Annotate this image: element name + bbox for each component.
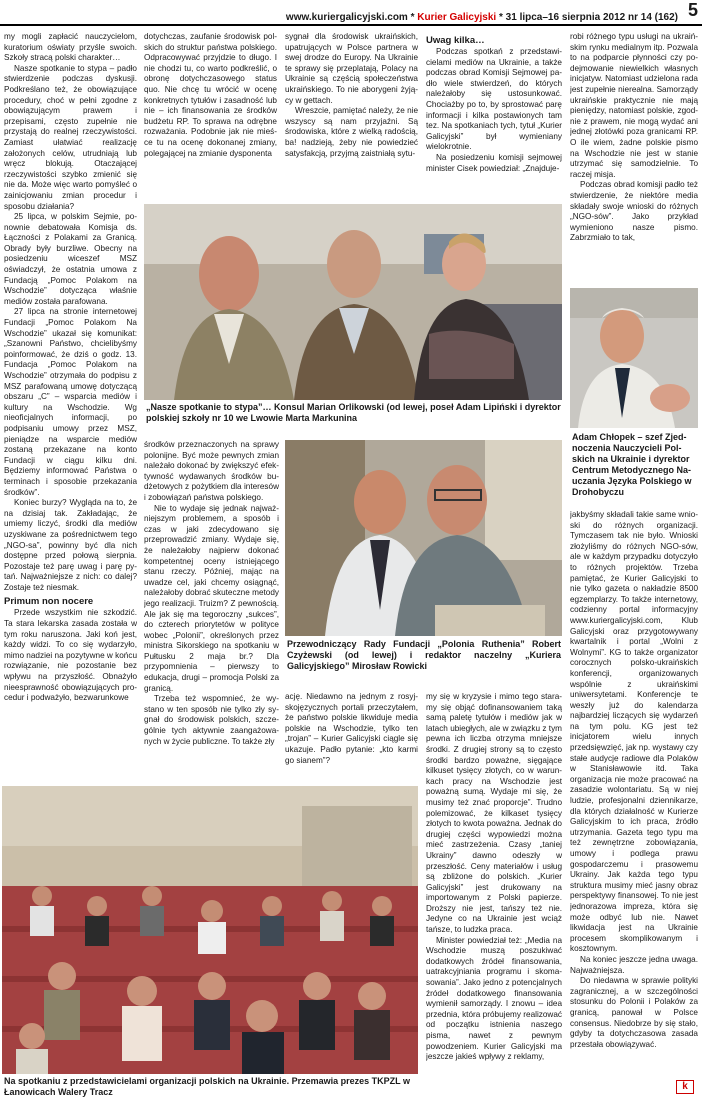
photo-image (570, 288, 698, 428)
column-5-bottom (570, 510, 698, 1070)
paragraph: Koniec burzy? Wygląda na to, że na dzisiaj tak. Zakładając, że umiemy liczyć, środki dla mediów uzyskiwane za pośrednictwem tego „NGO-sa”, powinny być dla nich dostępne przed połową sierpnia. Pozostaje też parę uwag i parę pytań. Najważniejsze z nich: co dalej? Zostaje też niesmak. (4, 498, 137, 592)
paper-name: Kurier Galicyjski (417, 12, 497, 23)
photo-meeting-speakers (144, 204, 562, 400)
paragraph: środków przeznaczonych na sprawy polonijne. Być może pewnych zmian należało dokonać by zwiększyć efektywność wydawanych środków budżetowych z pożytkiem dla interesów i zobowiązań państwa polskiego. (144, 440, 279, 502)
paragraph: Do niedawna w sprawie polityki zagranicznej, a w szczególności stosunku do Polonii i Polaków za granicą, panował w Polsce consensus. Niedobrze by się stało, gdyby ta dotychczasowa zasada przestała obowiązywać. (570, 976, 698, 1049)
paragraph: Na posiedzeniu komisji sejmowej minister Cisek powiedział: „Znajduje- (426, 152, 562, 173)
publisher-logo: k (676, 1080, 694, 1094)
photo-image (144, 204, 562, 400)
paragraph: 27 lipca na stronie internetowej Fundacji „Pomoc Polakom Na Wschodzie” ukazał się komunikat: „Szanowni Państwo, chcielibyśmy poinformować, że dziś o godz. 13. Fundacja „Pomoc Polakom na Wschodzie” otrzymała do podpisu z MSZ parafowaną umowę dotyczącą obszaru „C” – wsparcia mediów i kultury na Wschodzie. Wg nieoficjalnych informacji, po podpisaniu umowy przez MSZ, pieniądze na wsparcie mediów zostaną przekazane na konto Fundacji w ciągu kilku dni. Będziemy informować Państwa o terminach i sposobie przekazania środków”. (4, 307, 137, 497)
paragraph: Na koniec jeszcze jedna uwaga. Najważniejsza. (570, 954, 698, 975)
paragraph: my się w kryzysie i mimo tego staramy się objąć dofinansowaniem taką samą paletę tytułów i mediów jak w latach ubiegłych, ale w związku z tym pewna ich liczba otrzyma mniejsze środki. Z drugiej strony są to często środki bardzo poważne, sięgające kilkuset tysięcy złotych, co w warunkach pracy na Wschodzie jest poważną sumą. Wydaje mi się, że musimy też znać proporcje”. Trudno polemizować, że kilkaset tysięcy złotych to kwota poważna. Jednak do drugiej części wypowiedzi można mieć zastrzeżenia. Czasy „taniej Ukrainy” dawno odeszły w przeszłość. Ceny materiałów i usług są zbliżone do polskich. „Kurier Galicyjski” jest drukowany na importowanym z Polski papierze. Droższy nie jest, tańszy też nie. Jedyne co na Ukrainie jest wciąż tańsze, to ludzka praca. (426, 692, 562, 935)
paragraph: Trzeba też wspomnieć, że wystano w ten sposób nie tylko zły sygnał do środowisk polskich, szczególnie tych aktywnie zaangażowanych w życie publiczne. To także zły (144, 694, 279, 746)
paragraph: dotychczas, zaufanie środowisk polskich do struktur państwa polskiego. Odpracowywać przyjdzie to długo. I nie chodzi tu, co warto podkreślić, o obronę dotychczasowego status quo. Nie chcę tu wrócić w ocenę konkretnych tytułów i zasadność lub nie – ich finansowania ze środków budżetu RP. To sprawa na odrębne rozważania. Podobnie jak nie mieśce tu na ocenę dokonanej zmiany, polegającej na zmianie dysponenta (144, 32, 277, 158)
paragraph: Minister powiedział też: „Media na Wschodzie muszą poszukiwać dodatkowych źródeł finansowania, uatrakcyjniania programu i skomasowania”. Jako jedno z potencjalnych źródeł dodatkowego finansowania wymienił samorządy. I znowu – idea przednia, która próbujemy realizować od początku istnienia naszego pisma, nawet z pewnym powodzeniem. Kurier Galicyjski ma jeszcze jakieś wpływy z reklamy, (426, 935, 562, 1062)
photo-image (2, 786, 418, 1074)
column-1 (4, 32, 137, 757)
paragraph: Wreszcie, pamiętać należy, że nie wszyscy są nam przyjaźni. Są środowiska, które z wielką radością, ba! nadzieją, żeby nie powiedzieć satysfakcją, przyjmą zaistniałą sytu- (285, 106, 418, 158)
paragraph: Nasze spotkanie to stypa – padło stwierdzenie podczas dyskusji. Podkreślano też, że obowiązujące procedury, choć w pełni zgodne z obowiązującym prawem i przepisami, często zupełnie nie przystają do realnej rzeczywistości. Zamiast ułatwiać realizację założonych celów, utrudniają lub wręcz blokują. Otaczającej rzeczywistości szybko zmienić się nie da. Może więc warto pomyśleć o zainicjowaniu zmian procedur i sposobu działania? (4, 63, 137, 211)
page-number: 5 (687, 0, 698, 20)
caption-photo-4: Na spotkaniu z przedstawicielami organizacji polskich na Ukrainie. Przemawia prezes TKPZL w Łanowicach Walery Tracz (4, 1076, 410, 1097)
paragraph: Nie to wydaje się jednak najważniejszym problemem, a sposób i czas w jaki zdecydowano się przeprowadzić zmiany. Wydaje się, że należałoby najpierw dokonać kompetentnej oceny istniejącego stanu rzeczy. Później, mając na uwadze cel, jaki chcemy osiągnąć, należałoby dobrać skuteczne metody jego realizacji. Truizm? Z pewnością. Ale jak się ma tegoroczny „sukces”, do czterech priorytetów w polityce wobec „Polonii”, określonych przez ministra Sikorskiego na spotkaniu w Pułtusku 2 maja br.? Dla przypomnienia – pierwszy to edukacja, drugi – promocja Polski za granicą. (144, 503, 279, 693)
subheading: Uwag kilka… (426, 35, 485, 46)
column-5-top (570, 32, 698, 285)
paragraph: sygnał dla środowisk ukraińskich, upatrujących w Polsce partnera w swej drodze do Europy. Na Ukrainie te sprawy się przeplatają, Polacy na Ukrainie są częścią społeczeństwa ukraińskiego. To nie aborygeni żyjący w gettach. (285, 32, 418, 105)
column-2-middle (144, 440, 279, 782)
photo-image (285, 440, 562, 636)
paragraph: my mogli zapłacić nauczycielom, kuratorium oświaty przyśle swoich. Szkoły stracą polski charakter… (4, 32, 137, 63)
column-4-bottom (426, 692, 562, 1097)
issue-info: * 31 lipca–16 sierpnia 2012 nr 14 (162) (499, 12, 678, 23)
column-3-top (285, 32, 418, 200)
photo-czyzewski-rowicki (285, 440, 562, 636)
caption-photo-2: Przewodniczący Rady Fundacji „Polonia Ruthenia” Robert Czyżewski (od lewej) i redaktor naczelny „Kuriera Galicyjskiego” Mirosław Rowicki (287, 639, 561, 671)
paragraph: ację. Niedawno na jednym z rosyjskojęzycznych portali przeczytałem, że państwo polskie likwiduje media polskie na Wschodzie, tylko ten „trojan” – Kurier Galicyjski ciągle się ukazuje. Padło pytanie: „kto karmi go sianem”? (285, 692, 418, 765)
paragraph: robi różnego typu usługi na ukraińskim rynku medialnym itp. Pozwala to na podparcie płynności czy podejmowanie niewielkich własnych inicjatyw. Natomiast udzielona rada jest zupełnie nierealna. Samorządy ukraińskie praktycznie nie mają pieniędzy, natomiast polskie, zgodnie z prawem, nie mogą wydać ani jednej złotówki poza granicami RP. O ile wiem, żadne polskie pismo na Wschodzie nie jest w stanie utrzymać się samodzielnie. To raczej misja. (570, 32, 698, 179)
photo-audience (2, 786, 418, 1074)
caption-photo-3: Adam Chłopek – szef Zjednoczenia Nauczycieli Polskich na Ukrainie i dyrektor Centrum Metodycznego Nauczania Języka Polskiego w Drohobyczu (572, 432, 692, 497)
subheading: Primum non nocere (4, 596, 94, 608)
paragraph: 25 lipca, w polskim Sejmie, ponownie debatowała Komisja ds. Łączności z Polakami za Granicą. Obrady były burzliwe. Obecny na posiedzeniu wiceszef MSZ oświadczył, że ostatnia umowa z Fundacją „Pomoc Polakom na Wschodzie” dotycząca właśnie mediów została parafowana. (4, 212, 137, 306)
paragraph: Podczas obrad komisji padło też stwierdzenie, że niektóre media składały swoje wnioski do różnych „NGO-sów”. Jako przykład wymieniono nasze pismo. Zabrzmiało to tak, (570, 180, 698, 243)
caption-photo-1: „Nasze spotkanie to stypa”… Konsul Marian Orlikowski (od lewej, poseł Adam Lipiński i dyrektor polskiej szkoły nr 10 we Lwowie Marta Markunina (146, 402, 561, 423)
photo-portrait-chlopek (570, 288, 698, 428)
site-url: www.kuriergalicyjski.com * (285, 12, 415, 23)
paragraph: Podczas spotkań z przedstawicielami mediów na Ukrainie, a także podczas obrad Komisji Sejmowej padło wiele stwierdzeń, do których należałoby się ustosunkować. Chociażby po to, by sprostować parę informacji i kilka postawionych tam tez. Na spotkaniach tych, tytuł „Kurier Galicyjski” był wymieniany wielokrotnie. (426, 47, 562, 152)
column-2-top (144, 32, 277, 200)
page-header (286, 12, 678, 23)
column-3-bottom (285, 692, 418, 782)
paragraph: jakbyśmy składali takie same wnioski do różnych organizacji. Tymczasem tak nie było. Wnioski złożyliśmy do różnych NGO-sów, ale w każdym przypadku dotyczyło to różnych projektów. Trzeba pamiętać, że Kurier Galicyjski to nie tylko gazeta o nakładzie 8500 egzemplarzy. To także internetowy, codzienny portal informacyjny www.kuriergalicyjski.com, Klub Galicyjski oraz przygotowywany kwartalnik i portal „Wolni z Wolnymi”. KG to także organizator corocznych polsko-ukraińskich konferencji, organizowanych wspólnie z ukraińskimi uniwersytetami. Konferencje te weszły już do kalendarza najbardziej liczących się wydarzeń na tym polu. KG jest też inicjatorem wielu innych przedsięwzięć, jak np. wystawy czy stałe audycje radiowe dla Polaków w Stanisławowie itd. Taka organizacja nie może pracować na zasadzie wolontariatu. Są w niej ludzie, profesjonalni dziennikarze, dla których działalność w Kurierze Galicyjskim to ich praca, źródło utrzymania. Gazeta tego typu ma też zewnętrzne zobowiązania, umowy i podlega prawu gospodarczemu i prasowemu Ukrainy. Jak każda tego typu struktura musimy mieć jasny obraz perspektywy finansowej. To nie jest jednorazowa impreza, która się może odbyć lub nie. Nawet likwidacja jest na Ukrainie procesem skomplikowanym i kosztownym. (570, 510, 698, 954)
column-4-top (426, 32, 562, 200)
header-rule (0, 24, 702, 26)
paragraph: Przede wszystkim nie szkodzić. Ta stara lekarska zasada została w tym roku naruszona. Jaki koń jest, każdy widzi. To co się wydarzyło, mimo nadziei na pozytywne w końcu rozwiązanie, nie pozostanie bez wpływu na przyszłość. Obnażyło nieesprawność obowiązujących procedur i podważyło, bezwarunkowe (4, 608, 137, 703)
